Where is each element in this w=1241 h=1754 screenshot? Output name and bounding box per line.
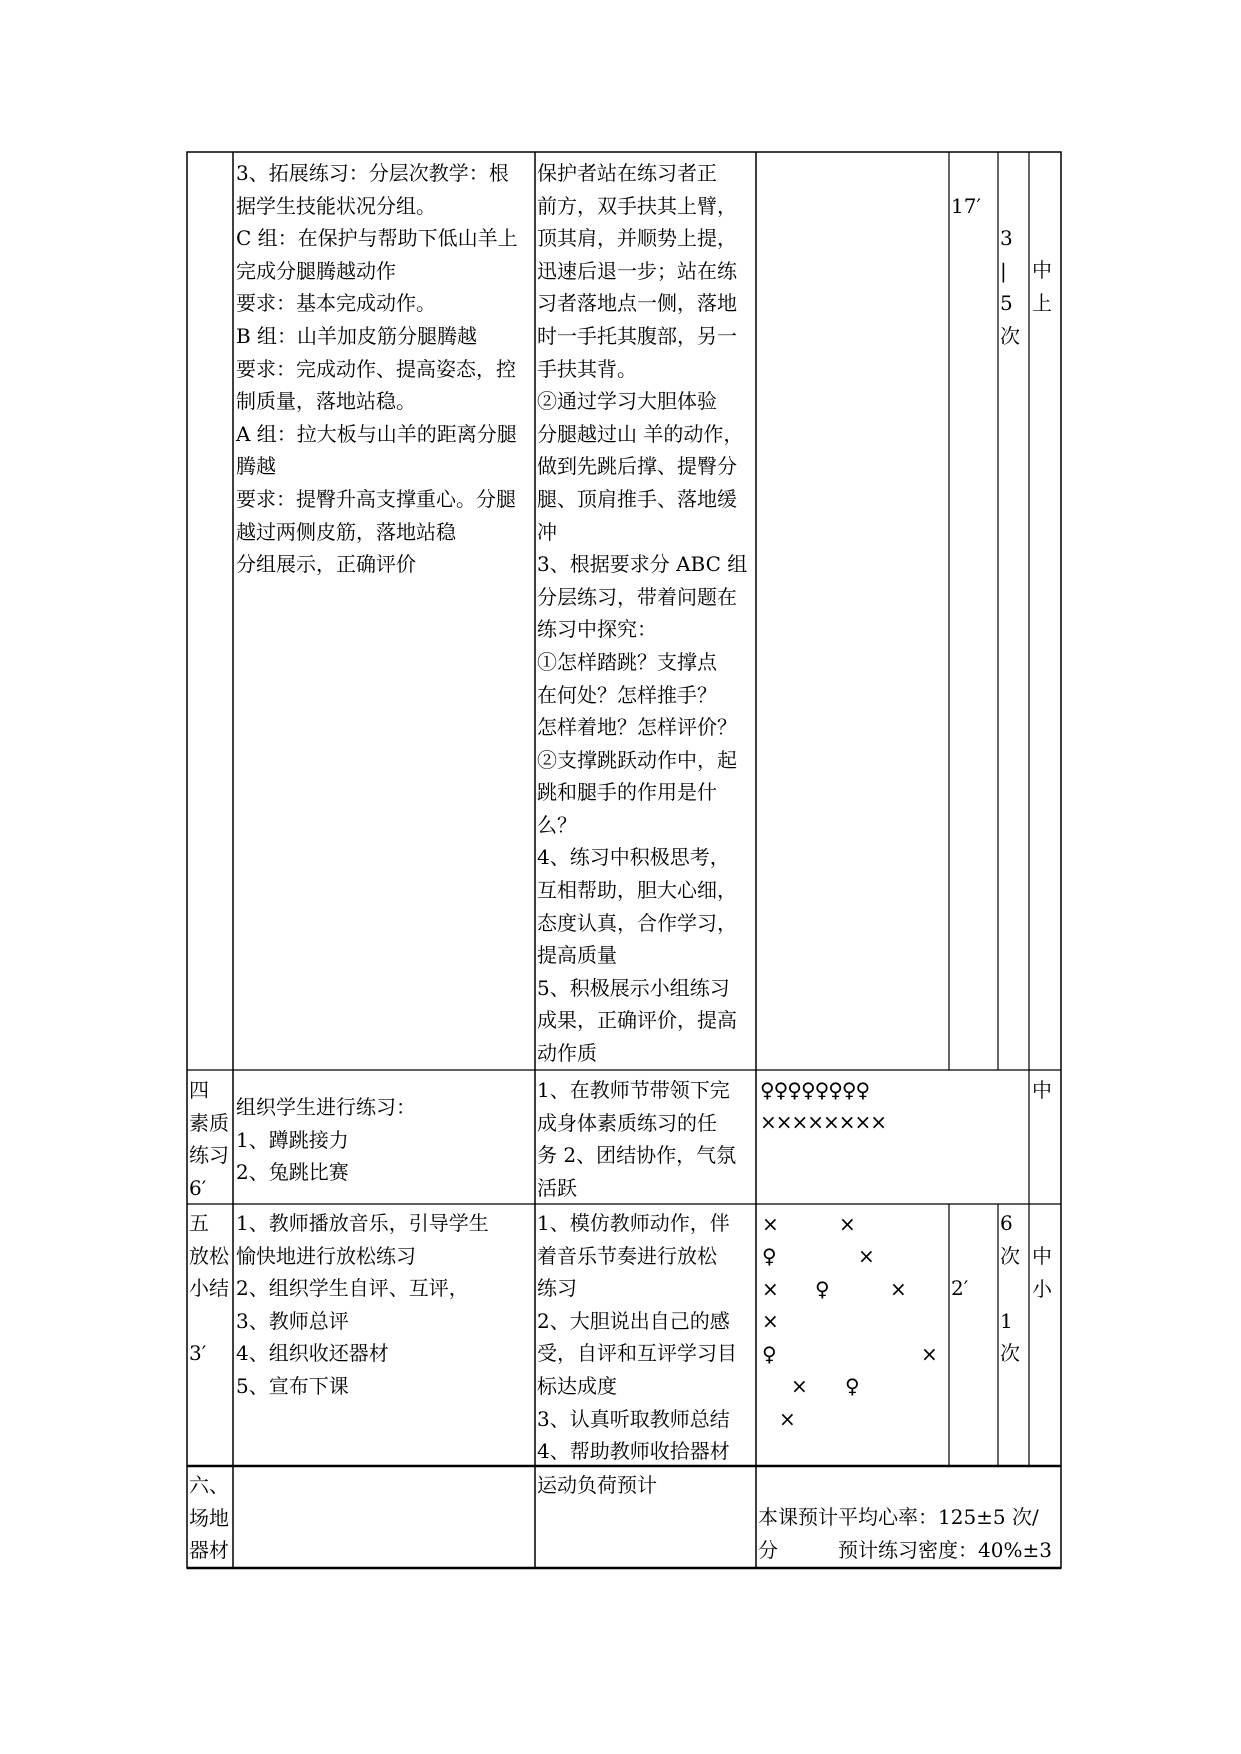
- formation-cross-mark: ×: [791, 1374, 808, 1398]
- relax-section: 五 放松 小结 3′: [189, 1211, 229, 1366]
- formation-cross-mark: ×: [858, 1244, 875, 1268]
- formation-cross-mark: ×: [762, 1277, 779, 1301]
- fitness-section: 四 素质 练习 6′: [189, 1078, 229, 1200]
- relax-time: 2′: [951, 1276, 969, 1300]
- formation-cross-mark: ×: [890, 1277, 907, 1301]
- formation-cross-mark: ×: [779, 1407, 796, 1431]
- relax-intensity: 中 小: [1032, 1244, 1052, 1301]
- expansion-intensity: 中 上: [1032, 258, 1052, 315]
- formation-cross-mark: ×: [839, 1212, 856, 1236]
- formation-female-mark: ♀: [845, 1374, 860, 1398]
- relax-content: 1、教师播放音乐，引导学生 愉快地进行放松练习 2、组织学生自评、互评， 3、教师总评 4、组织收还器材 5、宣布下课: [236, 1211, 489, 1398]
- formation-cross-mark: ×: [921, 1342, 938, 1366]
- fitness-formation-male-row: ××××××××: [760, 1110, 887, 1134]
- expansion-count: 3 | 5 次: [1000, 226, 1020, 348]
- venue-section: 六、 场地 器材: [189, 1473, 229, 1563]
- formation-female-mark: ♀: [762, 1244, 777, 1268]
- formation-cross-mark: ×: [762, 1309, 779, 1333]
- fitness-formation-female-row: ♀♀♀♀♀♀♀♀: [760, 1078, 870, 1102]
- expansion-student-activity: 保护者站在练习者正 前方，双手扶其上臂， 顶其肩，并顺势上提， 迅速后退一步；站在练 习者落地点一侧，落地 时一手托其腹部，另一 手扶其背。 ②通过学习大胆体验 分腿越过山 羊的动作， 做到先跳后撑、提臀分 腿、顶肩推手、落地缓 冲 3、根据要求分 ABC 组 分层练习，带着问题在 练习中探究： ①怎样踏跳？支撑点 在何处？怎样推手？ 怎样着地？怎样评价？ ②支撑跳跃动作中，起 跳和腿手的作用是什 么？ 4、练习中积极思考， 互相帮助，胆大心细， 态度认真，合作学习， 提高质量 5、积极展示小组练习 成果，正确评价，提高 动作质: [537, 161, 748, 1066]
- formation-female-mark: ♀: [815, 1277, 830, 1301]
- formation-female-mark: ♀: [762, 1342, 777, 1366]
- expansion-time: 17′: [951, 194, 981, 218]
- relax-student-activity: 1、模仿教师动作，伴 着音乐节奏进行放松 练习 2、大胆说出自己的感 受，自评和互评学习目 标达成度 3、认真听取教师总结 4、帮助教师收拾器材: [537, 1211, 737, 1464]
- expansion-content: 3、拓展练习：分层次教学：根 据学生技能状况分组。 C 组：在保护与帮助下低山羊上 完成分腿腾越动作 要求：基本完成动作。 B 组：山羊加皮筋分腿腾越 要求：完成动作、提高姿态，控 制质量，落地站稳。 A 组：拉大板与山羊的距离分腿 腾越 要求：提臀升高支撑重心。分腿 越过两侧皮筋，落地站稳 分组展示，正确评价: [236, 161, 518, 577]
- fitness-student-activity: 1、在教师节带领下完 成身体素质练习的任 务 2、团结协作，气氛 活跃: [537, 1078, 737, 1200]
- exercise-load-label: 运动负荷预计: [537, 1473, 657, 1497]
- relax-count: 6 次 1 次: [1000, 1211, 1020, 1366]
- fitness-content: 组织学生进行练习： 1、蹲跳接力 2、兔跳比赛: [236, 1095, 416, 1185]
- fitness-intensity: 中: [1032, 1078, 1052, 1102]
- formation-cross-mark: ×: [762, 1212, 779, 1236]
- exercise-load-estimate: 本课预计平均心率：125±5 次/ 分 预计练习密度：40%±3: [758, 1505, 1052, 1562]
